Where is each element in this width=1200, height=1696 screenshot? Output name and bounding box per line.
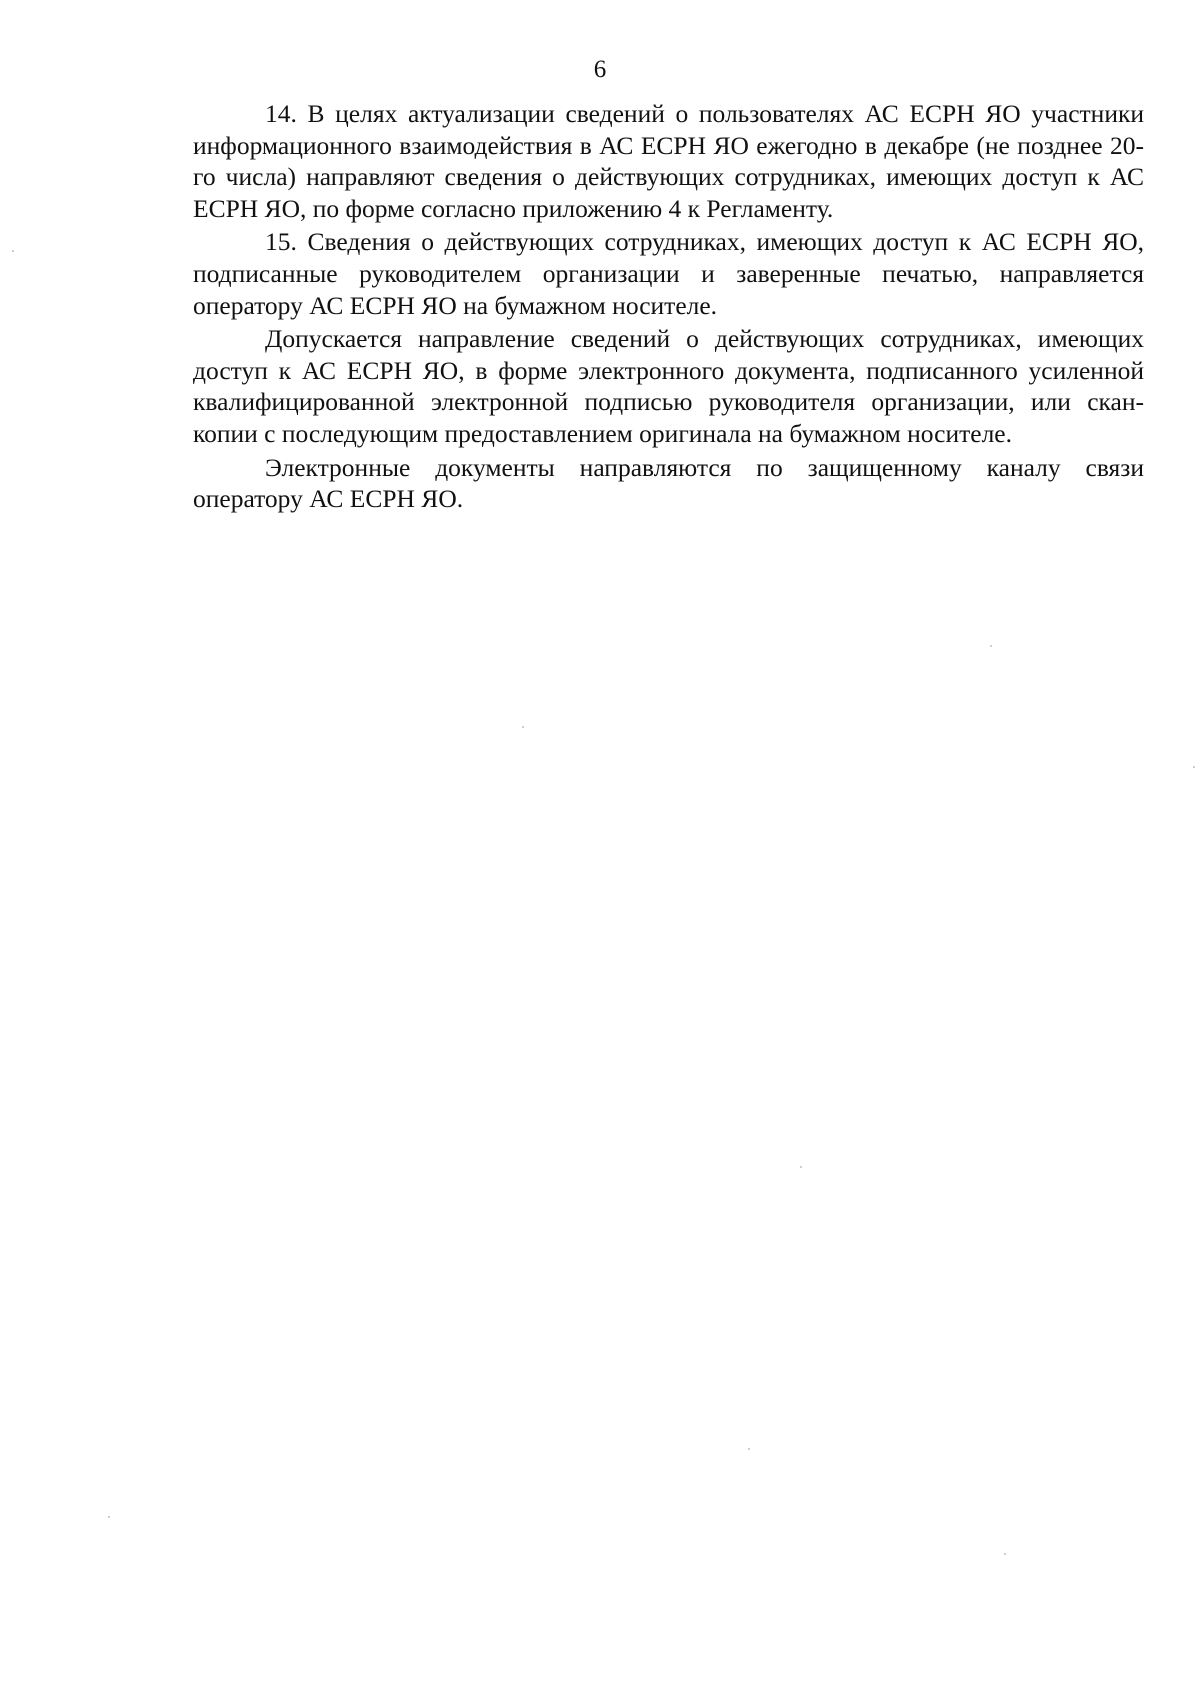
- paragraph-15: 15. Сведения о действующих сотрудниках, имеющих доступ к АС ЕСРН ЯО, подписанные руководителем организации и заверенные печатью, направляется оператору АС ЕСРН ЯО на бумажном носителе.: [193, 227, 1144, 320]
- scan-speck: [1193, 766, 1195, 768]
- scan-speck: [800, 1166, 802, 1168]
- paragraph-secure-channel: Электронные документы направляются по защищенному каналу связи оператору АС ЕСРН ЯО.: [193, 452, 1144, 514]
- page-number: 6: [593, 56, 607, 83]
- scan-speck: [1004, 1553, 1006, 1555]
- paragraph-electronic-submission: Допускается направление сведений о действующих сотрудниках, имеющих доступ к АС ЕСРН ЯО, в форме электронного документа, подписанного усиленной квалифицированной электронной подписью руководителя организации, или скан-копии с последующим предоставлением оригинала на бумажном носителе.: [193, 324, 1144, 448]
- scan-speck: [748, 1448, 750, 1450]
- scan-speck: [12, 250, 14, 252]
- scan-speck: [990, 645, 992, 647]
- document-body: [193, 98, 1144, 517]
- scan-speck: [522, 726, 524, 728]
- scan-speck: [108, 1516, 110, 1518]
- paragraph-14: 14. В целях актуализации сведений о пользователях АС ЕСРН ЯО участники информационного взаимодействия в АС ЕСРН ЯО ежегодно в декабре (не позднее 20-го числа) направляют сведения о действующих сотрудниках, имеющих доступ к АС ЕСРН ЯО, по форме согласно приложению 4 к Регламенту.: [193, 99, 1144, 223]
